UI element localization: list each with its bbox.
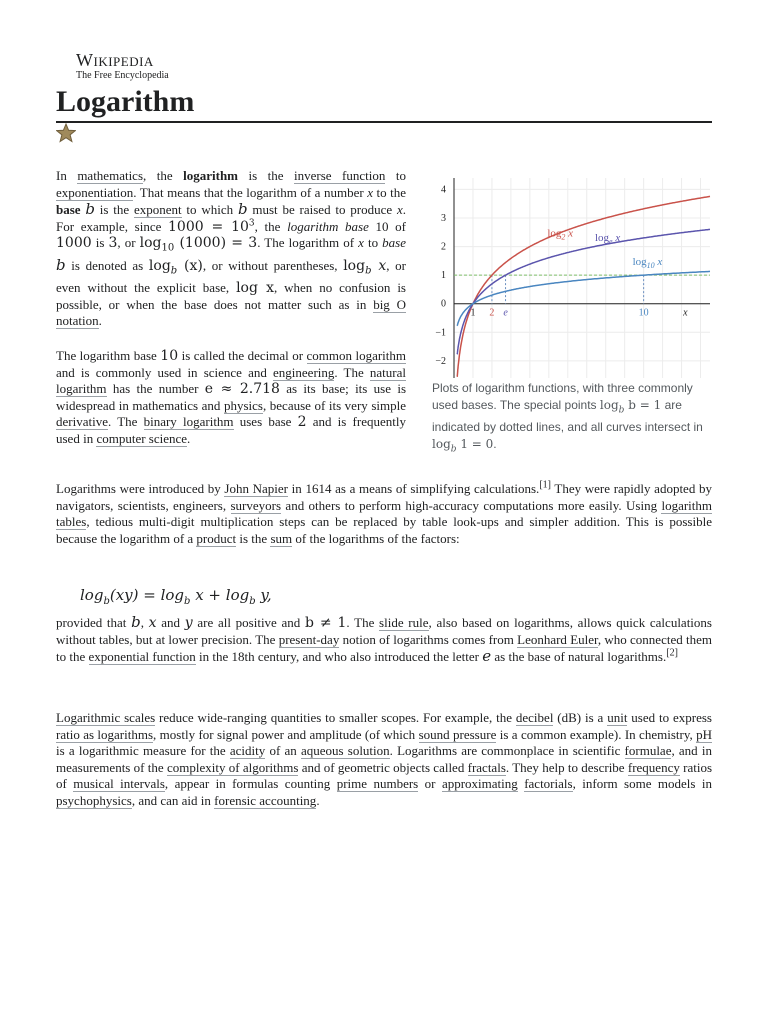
featured-star-icon[interactable]: [56, 123, 76, 143]
plot-grid: [454, 178, 710, 378]
link-forensic-accounting[interactable]: forensic accounting: [214, 792, 317, 808]
y-tick-label: −1: [435, 327, 446, 339]
link-present-day[interactable]: present-day: [278, 631, 340, 647]
y-tick-label: 4: [441, 184, 446, 196]
bases-paragraph: The logarithm base 10 is called the decimal or common logarithm and is commonly used in science and engineering. The natural logarithm has the number e ≈ 2.718 as its base; its use is widespread in mathematics and physics, because of its very simple derivative. The binary logarithm uses base 2 and is frequently used in computer science.: [56, 348, 407, 446]
link-engineering[interactable]: engineering: [273, 364, 335, 380]
link-formulae[interactable]: formulae: [624, 743, 672, 758]
link-mathematics[interactable]: mathematics: [77, 168, 144, 183]
wikipedia-logo[interactable]: [76, 50, 169, 82]
link-surveyors[interactable]: surveyors: [230, 497, 282, 513]
euler-paragraph: provided that b, x and y are all positive and b ≠ 1. The slide rule, also based on logarithms, allows quick calculations without tables, but at lower precision. The present-day notion of logarithms comes from Leonhard Euler, who connected them to the exponential function in the 18th century, and who also introduced the letter e as the base of natural logarithms.[2]: [56, 613, 712, 665]
logarithm-plot[interactable]: [432, 172, 712, 382]
link-prime-numbers[interactable]: prime numbers: [336, 776, 419, 791]
plot-curves: [457, 196, 710, 376]
link-product[interactable]: product: [196, 530, 237, 546]
curve-10: [457, 271, 710, 325]
link-complexity-of-algorithms[interactable]: complexity of algorithms: [166, 759, 299, 775]
x-tick-label: x: [683, 307, 688, 319]
history-paragraph: Logarithms were introduced by John Napier in 1614 as a means of simplifying calculations.[1] They were rapidly adopted by navigators, scientists, engineers, surveyors and others to perform high-accuracy computations more easily. Using logarithm tables, tedious multi-digit multiplication steps can be replaced by table look-ups and simpler addition. This is possible because the logarithm of a product is the sum of the logarithms of the factors:: [56, 479, 712, 546]
link-logarithmic-scales[interactable]: Logarithmic scales: [56, 710, 156, 725]
link-computer-science[interactable]: computer science: [96, 430, 188, 446]
link-ratio-as-logarithms[interactable]: ratio as logarithms: [56, 726, 154, 742]
curve-2: [457, 196, 710, 376]
link-aqueous-solution[interactable]: aqueous solution: [300, 743, 390, 758]
link-psychophysics[interactable]: psychophysics: [56, 792, 132, 808]
wikipedia-tagline: The Free Encyclopedia: [76, 70, 169, 81]
page-title: Logarithm: [56, 85, 195, 118]
curve-label-2: $\log_2 x$: [547, 227, 574, 242]
curve-e: [457, 229, 710, 354]
curve-label-10: $\log_{10} x$: [632, 256, 663, 271]
link-musical-intervals[interactable]: musical intervals: [73, 776, 165, 791]
link-sum[interactable]: sum: [270, 530, 293, 546]
y-tick-label: −2: [435, 355, 446, 367]
plot-curve-labels: [547, 228, 662, 271]
curve-label-e: $\log_e x$: [594, 231, 621, 246]
link-frequency[interactable]: frequency: [627, 759, 680, 775]
link-sound-pressure[interactable]: sound pressure: [418, 726, 497, 742]
link-logarithm-tables[interactable]: logarithm tables: [56, 497, 712, 529]
link-approximating[interactable]: approximating: [441, 776, 518, 791]
link-binary-logarithm[interactable]: binary logarithm: [143, 414, 234, 429]
link-unit[interactable]: unit: [607, 710, 628, 725]
link-common-logarithm[interactable]: common logarithm: [306, 348, 407, 363]
applications-paragraph: Logarithmic scales reduce wide-ranging quantities to smaller scopes. For example, the decibel (dB) is a unit used to express ratio as logarithms, mostly for signal power and amplitude (of which sound pressure is a common example). In chemistry, pH is a logarithmic measure for the acidity of an aqueous solution. Logarithms are commonplace in scientific formulae, and in measurements of the complexity of algorithms and of geometric objects called fractals. They help to describe frequency ratios of musical intervals, appear in formulas counting prime numbers or approximating factorials, inform some models in psychophysics, and can aid in forensic accounting.: [56, 710, 713, 808]
x-tick-label: e: [503, 307, 508, 319]
intro-paragraph: In mathematics, the logarithm is the inverse function to exponentiation. That means that the logarithm of a number x to the base b is the exponent to which b must be raised to produce x. For example, since $1000 = 10^3$, the logarithm base 10 of 1000 is 3, or $\log_{10} (1000) = 3$. The logarithm of x to base b is denoted as $\log_b (x)$, or without parentheses, $\log_b x$, or even without the explicit base, log x, when no confusion is possible, or when the base does not matter such as in big O notation.: [56, 168, 406, 329]
link-decibel[interactable]: decibel: [515, 710, 554, 725]
x-tick-label: 1: [470, 307, 476, 319]
product-rule-formula: $\log_b(xy) = \log_b x + \log_b y$,: [80, 586, 272, 607]
link-physics[interactable]: physics: [223, 397, 263, 413]
link-exponentiation[interactable]: exponentiation: [56, 184, 134, 200]
figure-caption: Plots of logarithm functions, with three commonly used bases. The special points $\log_b b = 1$ are indicated by dotted lines, and all curves intersect in $\log_b 1 = 0$.: [432, 381, 703, 455]
link-factorials[interactable]: factorials: [524, 776, 573, 791]
x-tick-label: 10: [638, 307, 649, 319]
link-exponential-function[interactable]: exponential function: [88, 649, 196, 664]
link-slide-rule[interactable]: slide rule: [379, 615, 429, 630]
x-tick-label: 2: [489, 307, 495, 319]
reference-1[interactable]: [1]: [539, 479, 551, 491]
link-fractals[interactable]: fractals: [467, 759, 506, 775]
y-tick-label: 0: [441, 298, 446, 310]
title-divider: [56, 121, 712, 123]
y-tick-label: 2: [441, 241, 446, 253]
y-tick-label: 3: [441, 213, 446, 224]
link-john-napier[interactable]: John Napier: [224, 481, 289, 496]
y-tick-label: 1: [441, 270, 446, 282]
link-leonhard-euler[interactable]: Leonhard Euler: [517, 631, 598, 647]
wikipedia-wordmark: Wikipedia: [76, 50, 154, 70]
link-ph[interactable]: pH: [696, 726, 712, 742]
reference-2[interactable]: [2]: [666, 647, 678, 659]
link-natural-logarithm[interactable]: natural logarithm: [56, 364, 406, 396]
link-exponent[interactable]: exponent: [133, 202, 182, 217]
link-acidity[interactable]: acidity: [229, 743, 266, 758]
link-inverse-function[interactable]: inverse function: [294, 168, 386, 183]
link-big-o-notation[interactable]: big O notation: [56, 296, 406, 329]
link-derivative[interactable]: derivative: [56, 414, 108, 429]
